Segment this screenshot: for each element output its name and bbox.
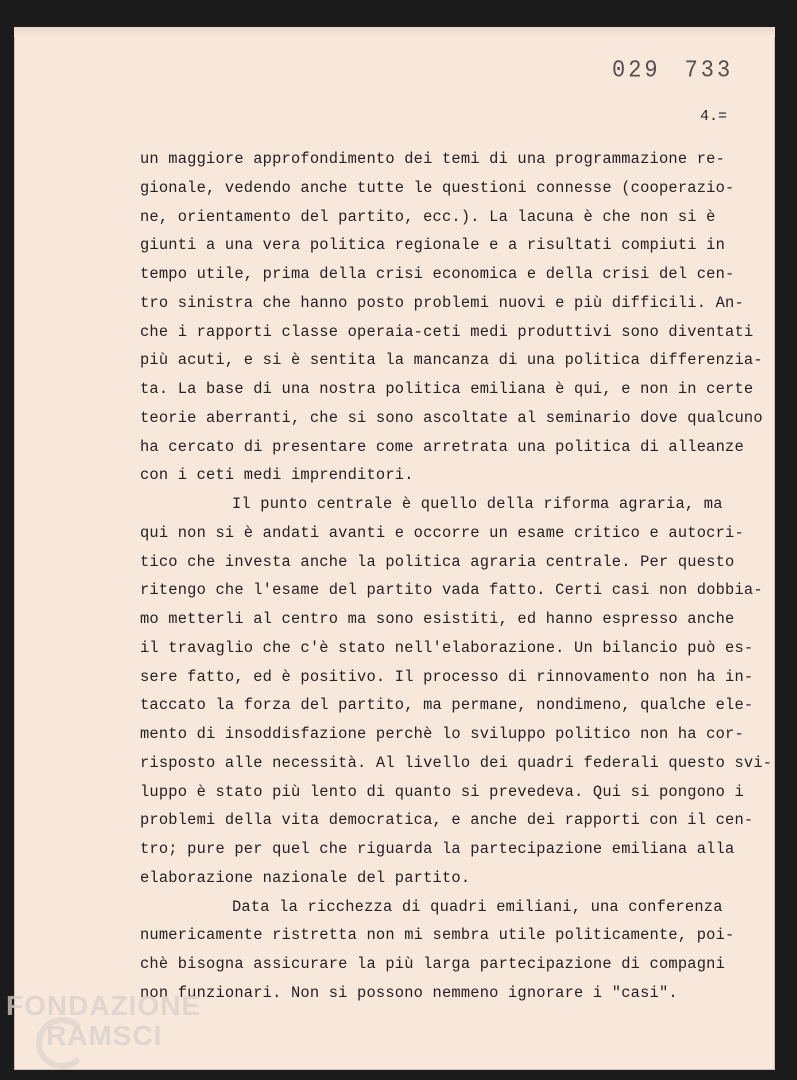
text-line: teorie aberranti, che si sono ascoltate al seminario dove qualcuno <box>140 408 763 427</box>
text-line: Data la ricchezza di quadri emiliani, una conferenza <box>232 897 723 916</box>
text-line: Il punto centrale è quello della riforma agraria, ma <box>232 495 723 513</box>
archive-stamp-sheet: 733 <box>684 57 734 84</box>
text-line: sere fatto, ed è positivo. Il processo di rinnovamento non ha in- <box>140 667 754 686</box>
text-line: tico che investa anche la politica agraria centrale. Per questo <box>140 552 735 571</box>
text-line: gionale, vedendo anche tutte le questioni connesse (cooperazio- <box>140 178 735 197</box>
watermark-g-icon <box>36 1017 88 1069</box>
text-line: non funzionari. Non si possono nemmeno ignorare i "casi". <box>140 983 678 1002</box>
page-top-edge <box>14 27 775 37</box>
text-line: che i rapporti classe operaia-ceti medi produttivi sono diventati <box>140 322 754 341</box>
text-line: un maggiore approfondimento dei temi di una programmazione re- <box>140 150 726 168</box>
watermark-line-1: FONDAZIONE <box>6 990 202 1021</box>
text-line: ta. La base di una nostra politica emiliana è qui, e non in certe <box>140 380 754 398</box>
text-line: più acuti, e si è sentita la mancanza di una politica differenzia- <box>140 351 763 370</box>
archive-stamp <box>612 57 757 84</box>
text-line: elaborazione nazionale del partito. <box>140 868 471 887</box>
text-line: tro; pure per quel che riguarda la partecipazione emiliana alla <box>140 840 735 858</box>
text-line: qui non si è andati avanti e occorre un esame critico e autocri- <box>140 523 744 542</box>
text-line: problemi della vita democratica, e anche dei rapporti con il cen- <box>140 811 754 830</box>
text-line: risposto alle necessità. Al livello dei quadri federali questo svi- <box>140 753 773 772</box>
text-line: chè bisogna assicurare la più larga partecipazione di compagni <box>140 955 726 973</box>
watermark-line-2: RAMSCI <box>46 1020 163 1051</box>
text-line: taccato la forza del partito, ma permane, nondimeno, qualche ele- <box>140 696 754 715</box>
text-line: il travaglio che c'è stato nell'elaborazione. Un bilancio può es- <box>140 638 754 657</box>
text-line: luppo è stato più lento di quanto si prevedeva. Qui si pongono i <box>140 782 744 801</box>
text-line: mo metterli al centro ma sono esistiti, ed hanno espresso anche <box>140 610 735 628</box>
text-line: giunti a una vera politica regionale e a risultati compiuti in <box>140 236 726 255</box>
text-line: con i ceti medi imprenditori. <box>140 466 414 485</box>
text-line: mento di insoddisfazione perchè lo sviluppo politico non ha cor- <box>140 725 744 743</box>
text-line: ne, orientamento del partito, ecc.). La lacuna è che non si è <box>140 207 716 226</box>
text-line: tro sinistra che hanno posto problemi nuovi e più difficili. An- <box>140 293 744 312</box>
text-line: tempo utile, prima della crisi economica e della crisi del cen- <box>140 265 735 283</box>
archive-stamp-folder: 029 <box>612 57 661 84</box>
text-line: ritengo che l'esame del partito vada fatto. Certi casi non dobbia- <box>140 581 763 600</box>
text-line: ha cercato di presentare come arretrata una politica di alleanze <box>140 437 744 456</box>
text-line: numericamente ristretta non mi sembra utile politicamente, poi- <box>140 926 735 945</box>
page-number: 4.= <box>700 108 728 125</box>
watermark-logo <box>6 992 201 1050</box>
typed-text-body <box>140 145 773 1008</box>
